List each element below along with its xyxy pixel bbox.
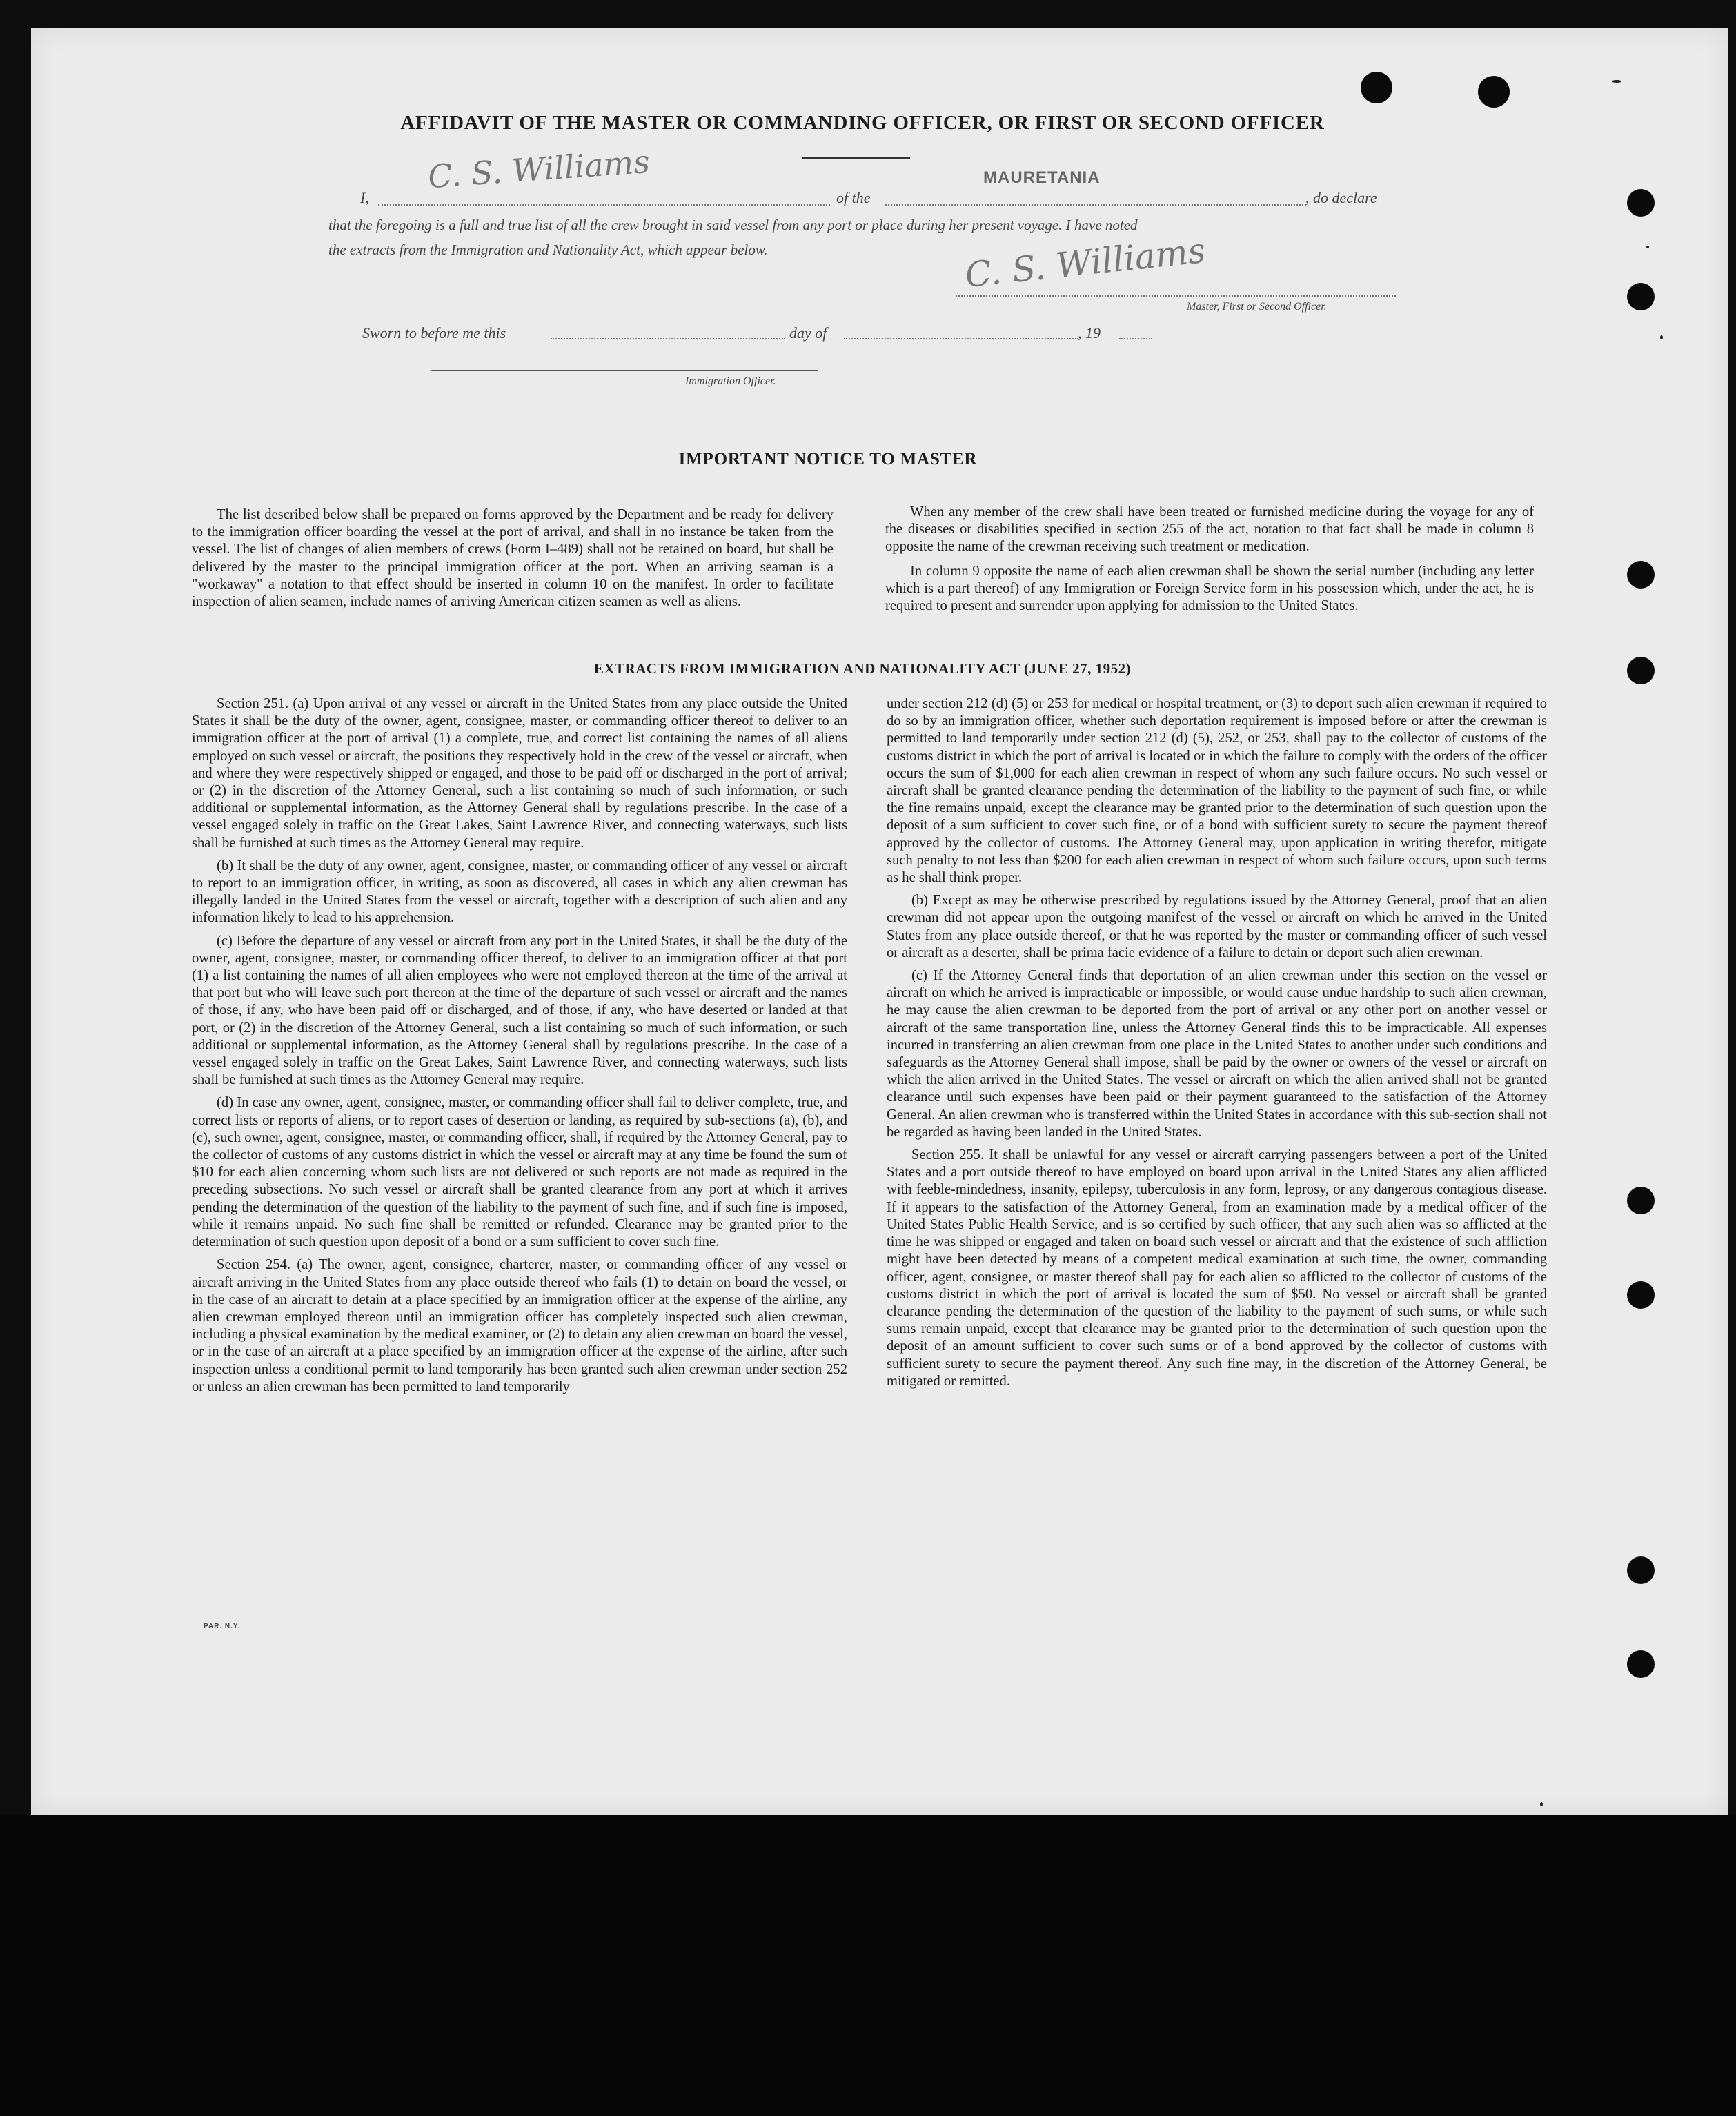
sworn-month-blank — [844, 338, 1078, 339]
notice-left-column — [192, 506, 834, 611]
extract-paragraph: (b) It shall be the duty of any owner, agent, consignee, master, or commanding officer of any vessel or aircraft to report to an immigration officer, in writing, as soon as discovered, all cases in which any alien crewman has illegally landed in the United States from the vessel or aircraft, together with a description of such alien and any information likely to lead to his apprehension. — [192, 858, 847, 926]
punch-hole — [1627, 561, 1655, 589]
notice-right-column — [885, 504, 1534, 615]
affidavit-statement: that the foregoing is a full and true list of all the crew brought in said vessel from any port or place during her present voyage. I have noted — [328, 217, 1138, 233]
notice-paragraph: The list described below shall be prepared on forms approved by the Department and be ready for delivery to the immigration officer boarding the vessel at the port of arrival, and shall in no instance be taken from the vessel. The list of changes of alien members of crews (Form I–489) shall not be retained on board, but shall be delivered by the master to the principal immigration officer at the port. When an arriving seaman is a "workaway" a notation to that effect should be inserted in column 10 on the manifest. In order to facilitate inspection of alien seamen, include names of arriving American citizen seamen as well as aliens. — [192, 507, 834, 610]
extracts-left-column — [192, 695, 847, 1396]
vessel-stamp: MAURETANIA — [983, 168, 1101, 187]
speck — [1540, 1802, 1543, 1806]
speck — [1646, 246, 1649, 248]
extract-paragraph: (b) Except as may be otherwise prescribed by regulations issued by the Attorney General, proof that an alien crewman did not appear upon the outgoing manifest of the vessel or aircraft on which he arrived in the United States from any place outside thereof, or that he was reported by the master or commanding officer of such vessel or aircraft as a deserter, shall be prima facie evidence of a failure to detain or deport such alien crewman. — [887, 893, 1547, 960]
extract-paragraph: Section 255. It shall be unlawful for any vessel or aircraft carrying passengers between a port of the United States and a port outside thereof to have employed on board upon arrival in the United States any alien afflicted with feeble-mindedness, insanity, epilepsy, tuberculosis in any form, leprosy, or any dangerous contagious disease. If it appears to the satisfaction of the Attorney General, from an examination made by a medical officer of the United States Public Health Service, and is so certified by such officer, that any such alien was so afflicted at the time he was shipped or engaged and taken on board such vessel or aircraft and that the existence of such affliction might have been detected by means of a competent medical examination at such time, the owner, commanding officer, agent, consignee, or master thereof shall pay for each alien so afflicted to the collector of customs of the customs district in which the port of arrival is located the sum of $50. No vessel or aircraft shall be granted clearance pending the determination of the question of the liability to the payment of such sums, or while such sums remain unpaid, except that clearance may be granted prior to the determination of such question upon the deposit of an amount sufficient to cover such sums or of a bond approved by the collector of customs with sufficient surety to secure the payment thereof. Any such fine may, in the discretion of the Attorney General, be mitigated or remitted. — [887, 1147, 1547, 1389]
declarant-signature: C. S. Williams — [426, 142, 651, 196]
extract-paragraph: (c) If the Attorney General finds that deportation of an alien crewman under this section on the vessel or aircraft on which he arrived is impracticable or impossible, or would cause undue hardship to such alien crewman, he may cause the alien crewman to be deported from the port of arrival or any other port on another vessel or aircraft of the same transportation line, unless the Attorney General finds this to be impracticable. All expenses incurred in transferring an alien crewman from one place in the United States to another under such conditions and safeguards as the Attorney General shall impose, shall be paid by the owner or owners of the vessel or aircraft on which the alien arrived in the United States. The vessel or aircraft on which the alien arrived shall not be granted clearance until such expenses have been paid or their payment guaranteed to the satisfaction of the Attorney General. An alien crewman who is transferred within the United States in accordance with this sub-section shall not be regarded as having been landed in the United States. — [887, 968, 1547, 1140]
title-rule — [802, 157, 910, 159]
year-blank — [1119, 338, 1152, 339]
name-blank — [378, 204, 830, 206]
punch-hole — [1627, 1556, 1655, 1584]
affidavit-title: AFFIDAVIT OF THE MASTER OR COMMANDING OFFICER, OR FIRST OR SECOND OFFICER — [400, 112, 1325, 134]
affidavit-of-the: of the — [836, 189, 871, 206]
notice-title: IMPORTANT NOTICE TO MASTER — [678, 450, 978, 468]
extracts-title: EXTRACTS FROM IMMIGRATION AND NATIONALITY ACT (JUNE 27, 1952) — [593, 660, 1132, 677]
year-label: , 19 — [1078, 324, 1101, 342]
extract-paragraph: under section 212 (d) (5) or 253 for medical or hospital treatment, or (3) to deport such alien crewman if required to do so by an immigration officer, whether such deportation requirement is imposed before or after the crewman is permitted to land temporarily under section 212 (d) (5), 252, or 253, shall pay to the collector of customs of the customs district in which the port of arrival is located or in which the failure to comply with the orders of the officer occurs the sum of $1,000 for each alien crewman in respect of whom any such failure occurs. No such vessel or aircraft shall be granted clearance pending the determination of the liability to the payment of such fine, or while the fine remains unpaid, except the clearance may be granted prior to the determination of such question upon the deposit of a sum sufficient to cover such fine, or of a bond with sufficient surety to secure the payment thereof approved by the collector of customs. The Attorney General may, upon application in writing therefor, mitigate such penalty to not less than $200 for each alien crewman in respect of whom such failure occurs, upon such terms as he shall think proper. — [887, 696, 1547, 886]
extract-paragraph: (c) Before the departure of any vessel or aircraft from any port in the United States, it shall be the duty of the owner, agent, consignee, master, or commanding officer thereof, to deliver to an immigration officer at that port (1) a list containing the names of all alien employees who were not employed thereon at the time of the arrival at that port but who will leave such port thereon at the time of the departure of such vessel or aircraft and the names of those, if any, who have been paid off or discharged, and of those, if any, who have deserted or landed at that port, or (2) in the discretion of the Attorney General, such a list containing so much of such information, or such additional or supplemental information, as the Attorney General shall by regulations prescribe. In the case of a vessel engaged solely in traffic on the Great Lakes, Saint Lawrence River, and connecting waterways, such lists shall be furnished at such times as the Attorney General may require. — [192, 933, 847, 1088]
immigration-officer-line — [431, 370, 818, 371]
affidavit-declare: , do declare — [1305, 189, 1377, 206]
vessel-blank — [885, 204, 1306, 206]
extract-paragraph: Section 254. (a) The owner, agent, consignee, charterer, master, or commanding officer of any vessel or aircraft arriving in the United States from any place outside thereof who fails (1) to detain on board the vessel, or in the case of an aircraft to detain at a place specified by an immigration officer at the expense of the airline, any alien crewman employed thereon until an immigration officer has completely inspected such alien crewman, including a physical examination by the medical examiner, or (2) to detain any alien crewman on board the vessel, or in the case of an aircraft at a place specified by an immigration officer at the expense of the airline, after such inspection unless a conditional permit to land temporarily has been granted such alien crewman under section 252 or unless an alien crewman has been permitted to land temporarily — [192, 1257, 847, 1394]
punch-hole — [1627, 189, 1655, 217]
punch-hole — [1627, 657, 1655, 684]
punch-hole — [1478, 76, 1510, 108]
master-signature: C. S. Williams — [963, 230, 1207, 296]
punch-hole — [1361, 72, 1392, 103]
scanner-background — [0, 1815, 1736, 2116]
master-caption: Master, First or Second Officer. — [1187, 301, 1327, 313]
sworn-before: Sworn to before me this — [362, 324, 506, 342]
extract-paragraph: (d) In case any owner, agent, consignee, master, or commanding officer shall fail to deliver complete, true, and correct lists or reports of aliens, or to report cases of desertion or landing, as required by sub-sections (a), (b), and (c), such owner, agent, consignee, master, or commanding officer, shall, if required by the Attorney General, pay to the collector of customs of any customs district in which the vessel or aircraft may at any time be found the sum of $10 for each alien concerning whom such lists are not delivered or such reports are not made as required in the preceding subsections. No such vessel or aircraft shall be granted clearance from any port at which it arrives pending the determination of the question of the liability to the payment of such fine, and if such fine is imposed, while it remains unpaid. No such fine shall be remitted or refunded. Clearance may be granted prior to the determination of such question upon deposit of a bond or a sum sufficient to cover such fine. — [192, 1095, 847, 1250]
speck — [1660, 335, 1663, 339]
speck — [1612, 80, 1621, 83]
extracts-right-column — [887, 695, 1547, 1390]
punch-hole — [1627, 1650, 1655, 1678]
extract-paragraph: Section 251. (a) Upon arrival of any vessel or aircraft in the United States from any place outside the United States it shall be the duty of the owner, agent, consignee, master, or commanding officer thereof to deliver to an immigration officer at the port of arrival (1) a complete, true, and correct list containing the names of all aliens employed on such vessel or aircraft, the positions they respectively hold in the crew of the vessel or aircraft, when and where they were respectively shipped or engaged, and those to be paid off or discharged in the port of arrival; or (2) in the discretion of the Attorney General, such a list containing so much of such information, or such additional or supplemental information, as the Attorney General shall by regulations prescribe. In the case of a vessel engaged solely in traffic on the Great Lakes, Saint Lawrence River, and connecting waterways, such lists shall be furnished at such times as the Attorney General may require. — [192, 696, 847, 851]
punch-hole — [1627, 283, 1655, 310]
affidavit-extracts-note: the extracts from the Immigration and Nationality Act, which appear below. — [328, 241, 768, 258]
notice-paragraph: In column 9 opposite the name of each alien crewman shall be shown the serial number (including any letter which is a part thereof) of any Immigration or Foreign Service form in his possession which, under the act, he is required to present and surrender upon applying for admission to the United States. — [885, 563, 1534, 614]
punch-hole — [1627, 1187, 1655, 1214]
punch-hole — [1627, 1281, 1655, 1309]
affidavit-i: I, — [360, 189, 369, 206]
day-of: day of — [789, 324, 827, 342]
immigration-officer-caption: Immigration Officer. — [685, 375, 776, 387]
master-signature-line — [956, 295, 1396, 297]
printer-mark: PAR. N.Y. — [204, 1623, 241, 1630]
sworn-day-blank — [551, 338, 785, 339]
notice-paragraph: When any member of the crew shall have been treated or furnished medicine during the voyage for any of the diseases or disabilities specified in section 255 of the act, notation to that fact shall be made in column 8 opposite the name of the crewman receiving such treatment or medication. — [885, 504, 1534, 555]
